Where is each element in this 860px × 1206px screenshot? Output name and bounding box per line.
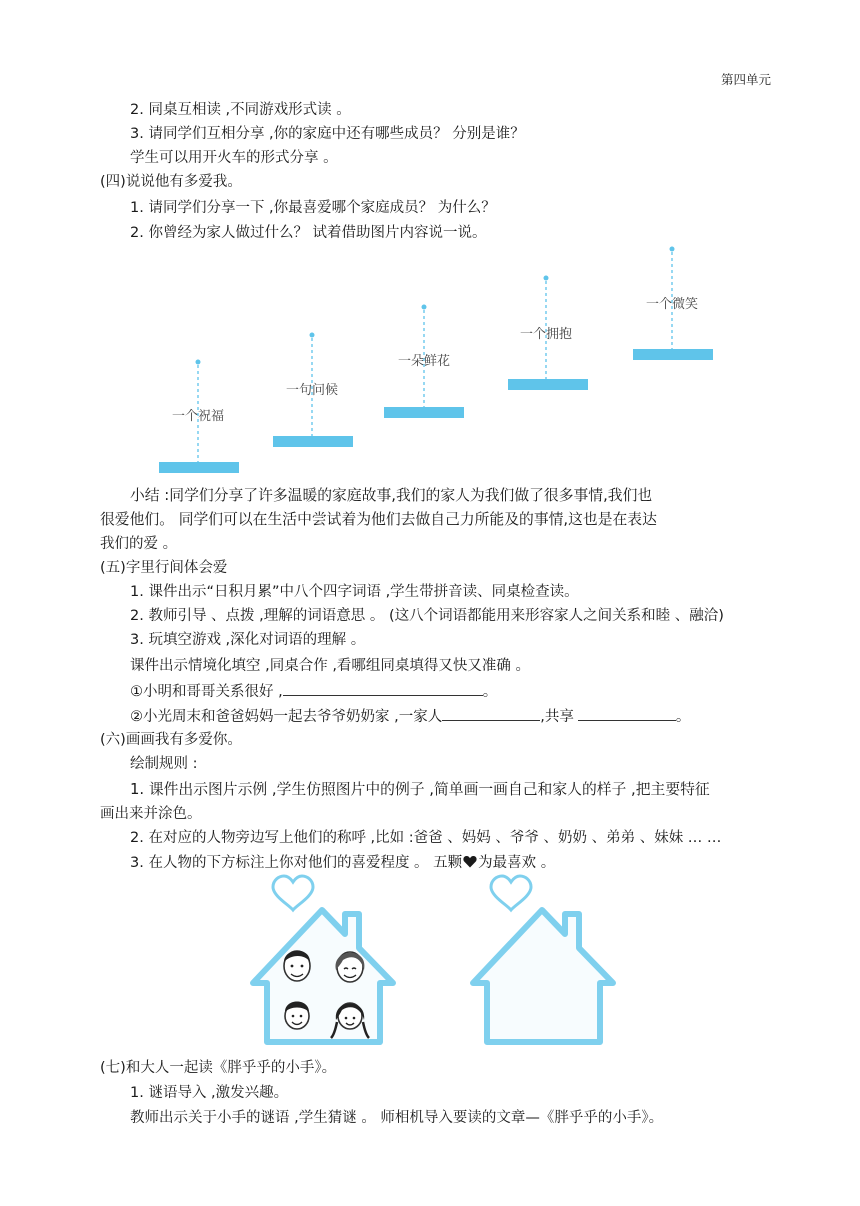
text-line: 2. 教师引导 、点拨 ,理解的词语意思 。 (这八个词语都能用来形容家人之间关系和睦 、融洽) [130,608,724,624]
father-face-icon [284,951,310,981]
blank-mid: ,共享 [540,709,574,725]
mother-face-icon [336,952,365,982]
blank-end: 。 [675,709,691,725]
fill-blank-item-1 [130,681,497,702]
summary-line: 很爱他们。 同学们可以在生活中尝试着为他们去做自己力所能及的事情,这也是在表达 [100,511,657,528]
text-line: 绘制规则 : [130,756,198,772]
step-label: 一个祝福 [171,409,225,424]
text-line: 教师出示关于小手的谜语 ,学生猜谜 。 师相机导入要读的文章—《胖乎乎的小手》。 [130,1110,664,1126]
text-line: 3. 请同学们互相分享 ,你的家庭中还有哪些成员？ 分别是谁？ [130,126,525,142]
section-heading: (五)字里行间体会爱 [100,560,228,576]
heart-icon [491,876,531,910]
love-staircase-illustration [0,240,860,490]
blank-prompt: ①小明和哥哥关系很好 , [130,684,283,700]
step-label: 一朵鲜花 [397,354,451,369]
text-line: 2. 你曾经为家人做过什么？ 试着借助图片内容说一说。 [130,225,487,241]
text-fragment: 3. 在人物的下方标注上你对他们的喜爱程度 。 五颗 [130,855,463,871]
text-line: 2. 在对应的人物旁边写上他们的称呼 ,比如 :爸爸 、妈妈 、爷爷 、奶奶 、弟弟 、妹妹 … … [130,830,722,846]
step-label: 一个拥抱 [519,327,573,342]
fill-blank-item-2 [130,706,690,727]
summary-line: 我们的爱 。 [100,536,178,552]
empty-house-template [467,870,627,1050]
text-line: 1. 课件出示“日积月累”中八个四字词语 ,学生带拼音读、同桌检查读。 [130,584,579,600]
step-5 [633,247,713,361]
heart-icon [463,855,477,868]
blank-end: 。 [482,684,498,700]
section-heading: (六)画画我有多爱你。 [100,732,242,748]
section-heading: (四)说说他有多爱我。 [100,174,242,190]
text-line: 2. 同桌互相读 ,不同游戏形式读 。 [130,102,351,118]
family-house-example [247,870,407,1050]
step-4 [508,276,588,391]
step-1 [159,360,239,474]
text-line: 1. 请同学们分享一下 ,你最喜爱哪个家庭成员？ 为什么？ [130,200,496,216]
summary-line: 小结 :同学们分享了许多温暖的家庭故事,我们的家人为我们做了很多事情,我们也 [130,487,653,504]
blank-prompt: ②小光周末和爸爸妈妈一起去爷爷奶奶家 ,一家人 [130,709,443,725]
answer-blank[interactable] [283,681,483,696]
boy-face-icon [285,1002,309,1030]
step-3 [384,305,464,419]
text-line: 学生可以用开火车的形式分享 。 [130,150,338,166]
step-2 [273,333,353,448]
step-label: 一个微笑 [645,297,699,312]
text-line: 课件出示情境化填空 ,同桌合作 ,看哪组同桌填得又快又准确 。 [130,658,531,674]
answer-blank[interactable] [578,706,676,721]
house-icon [473,910,613,1042]
step-label: 一句问候 [285,383,339,398]
text-line: 画出来并涂色。 [100,806,202,822]
answer-blank[interactable] [442,706,540,721]
heart-icon [273,876,313,910]
house-icon [253,910,393,1042]
unit-header: 第四单元 [721,72,772,87]
text-fragment: 为最喜欢 。 [478,855,556,871]
section-heading: (七)和大人一起读《胖乎乎的小手》。 [100,1060,337,1076]
text-line: 1. 谜语导入 ,激发兴趣。 [130,1085,289,1101]
text-line: 3. 玩填空游戏 ,深化对词语的理解 。 [130,632,366,648]
text-line: 1. 课件出示图片示例 ,学生仿照图片中的例子 ,简单画一画自己和家人的样子 ,把主要特征 [130,781,710,798]
